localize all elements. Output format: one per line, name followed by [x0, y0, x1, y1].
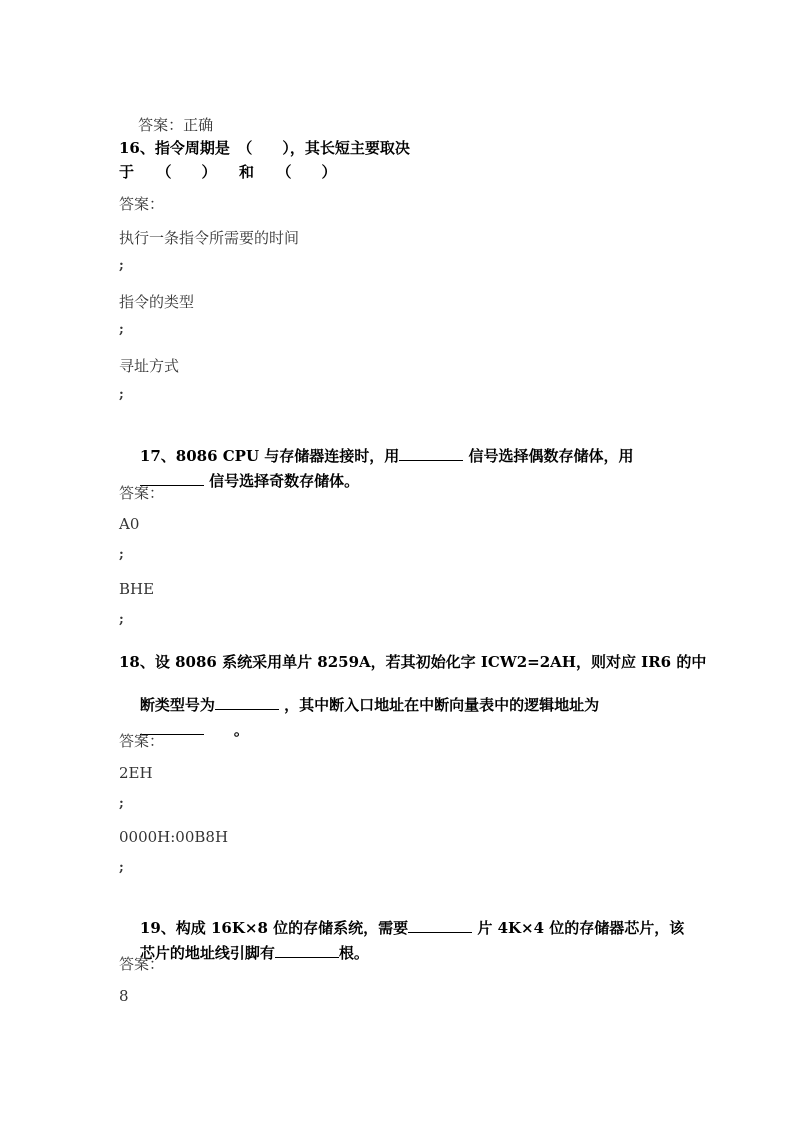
answer-value: 指令的类型 — [119, 293, 195, 311]
question-text: 芯片的地址线引脚有 — [139, 944, 275, 962]
answer-label: 答案： — [119, 732, 165, 750]
question-16-line-1: 16、指令周期是 （ ），其长短主要取决 — [119, 139, 410, 157]
answer-label: 答案： — [119, 484, 165, 502]
separator: ; — [119, 547, 124, 562]
question-16-line-2: 于 （ ） 和 （ ） — [119, 163, 337, 181]
question-text: 19、构成 16K×8 位的存储系统，需要 — [139, 919, 409, 937]
separator: ; — [119, 322, 124, 337]
answer-label: 答案： — [119, 195, 165, 213]
answer-value: 8 — [119, 987, 129, 1005]
question-text: ，其中断入口地址在中断向量表中的逻辑地址为 — [278, 696, 600, 714]
question-text: 信号选择偶数存储体，用 — [463, 447, 634, 465]
question-text: 17、8086 CPU 与存储器连接时，用 — [139, 447, 400, 465]
separator: ; — [119, 612, 124, 627]
question-text: 断类型号为 — [139, 696, 215, 714]
answer-blank — [275, 945, 339, 958]
answer-value: A0 — [119, 515, 140, 533]
answer-label: 答案： — [138, 116, 184, 134]
question-text: 。 — [203, 721, 249, 739]
separator: ; — [119, 796, 124, 811]
answer-value: BHE — [119, 580, 155, 598]
answer-blank — [408, 920, 472, 933]
answer-value: 0000H:00B8H — [119, 828, 229, 846]
answer-blank — [399, 448, 463, 461]
separator: ; — [119, 860, 124, 875]
question-18-line-1: 18、设 8086 系统采用单片 8259A，若其初始化字 ICW2=2AH，则对应 IR6 的中 — [119, 653, 707, 671]
question-text: 信号选择奇数存储体。 — [203, 472, 360, 490]
separator: ; — [119, 387, 124, 402]
answer-label: 答案： — [119, 955, 165, 973]
answer-text: 正确 — [183, 116, 214, 134]
question-text: 根。 — [338, 944, 369, 962]
question-text: 片 4K×4 位的存储器芯片，该 — [472, 919, 685, 937]
answer-value: 寻址方式 — [119, 357, 180, 375]
separator: ; — [119, 258, 124, 273]
answer-value: 2EH — [119, 764, 153, 782]
answer-value: 执行一条指令所需要的时间 — [119, 229, 300, 247]
